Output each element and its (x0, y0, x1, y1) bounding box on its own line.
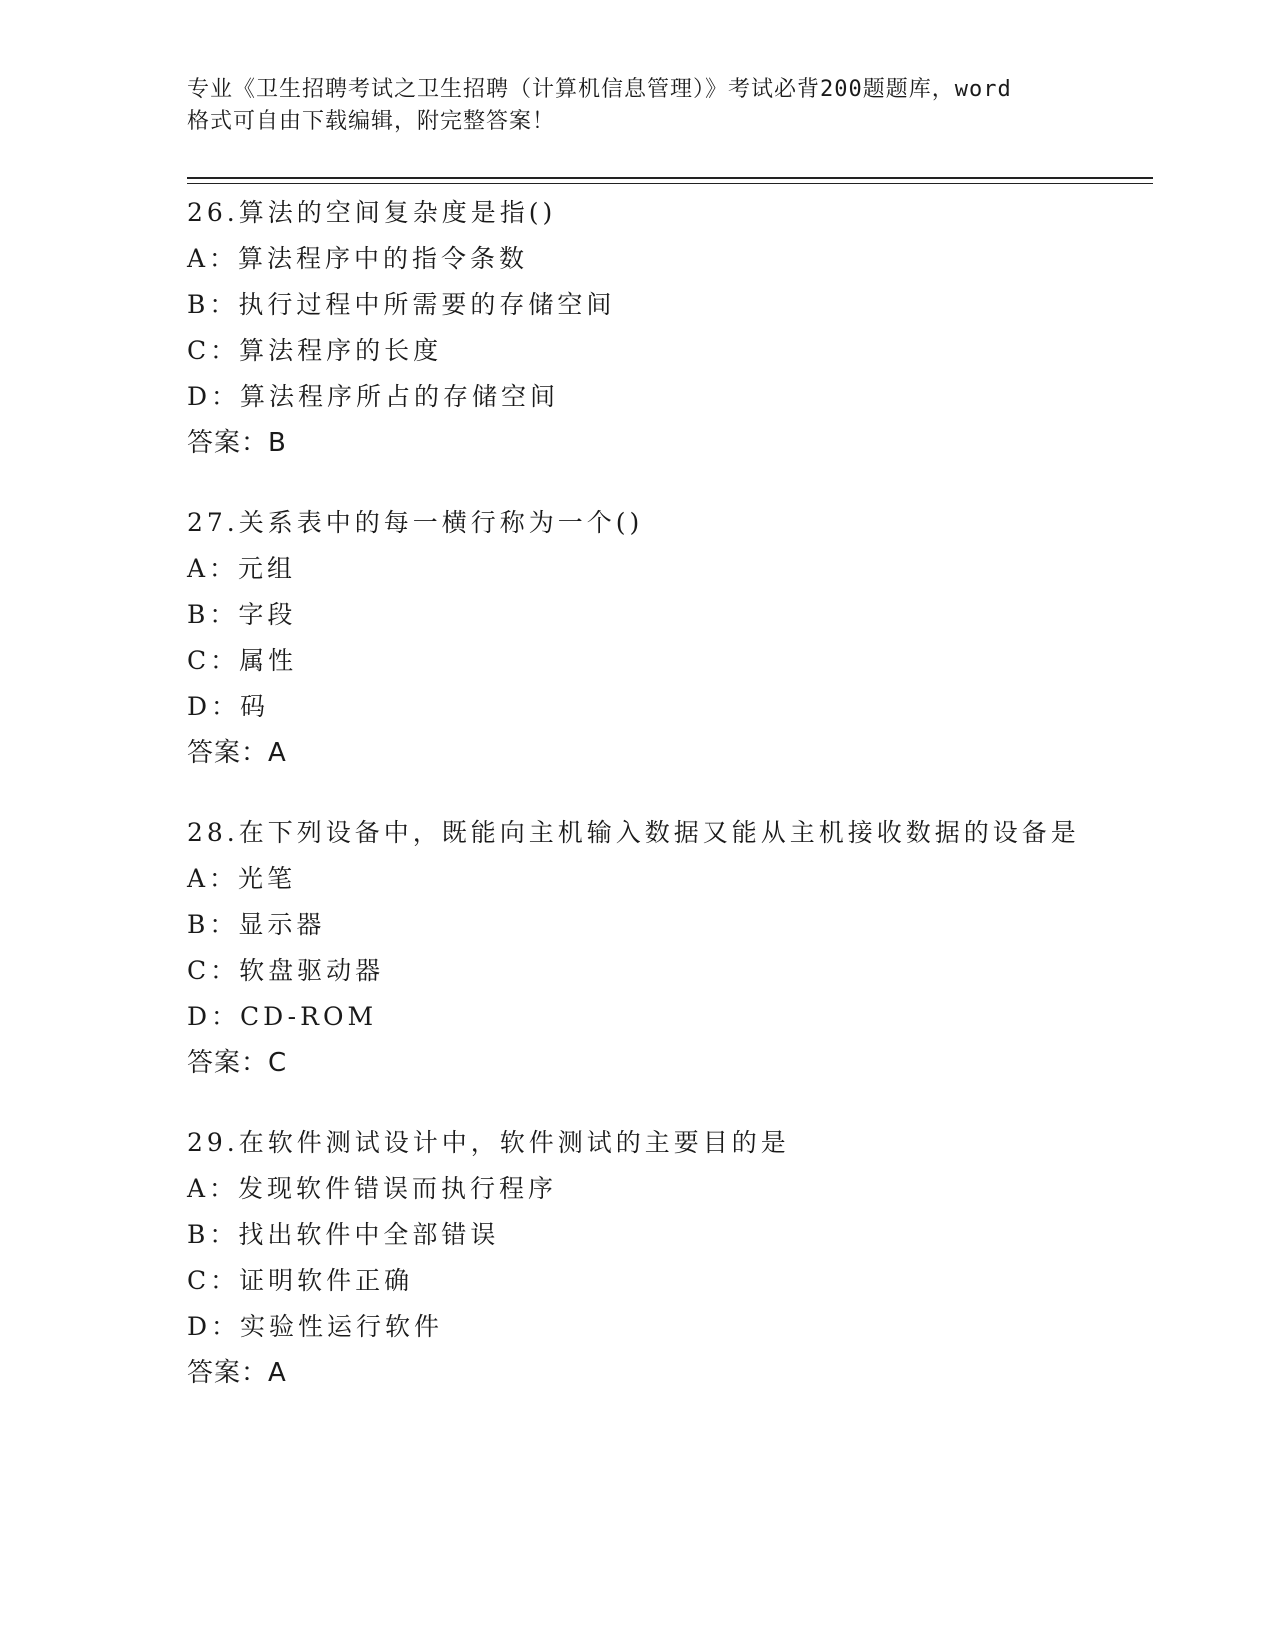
option-a: A：光笔 (187, 864, 297, 893)
option-d: D：算法程序所占的存储空间 (187, 382, 560, 411)
question-stem: 29.在软件测试设计中，软件测试的主要目的是 (187, 1128, 790, 1157)
option-c: C：属性 (187, 646, 298, 675)
question-stem: 26.算法的空间复杂度是指() (187, 198, 557, 227)
option-c: C：算法程序的长度 (187, 336, 443, 365)
question-26 (187, 190, 1153, 466)
header-divider-thin (187, 183, 1153, 184)
option-d: D：CD-ROM (187, 1002, 378, 1031)
question-29 (187, 1120, 1153, 1396)
header-line-1: 专业《卫生招聘考试之卫生招聘（计算机信息管理）》考试必背200题题库，word (187, 77, 1012, 102)
answer-key: 答案：A (187, 738, 287, 768)
header-divider-thick (187, 177, 1153, 179)
question-stem: 28.在下列设备中，既能向主机输入数据又能从主机接收数据的设备是 (187, 818, 1080, 847)
option-d: D：实验性运行软件 (187, 1312, 444, 1341)
question-28 (187, 810, 1153, 1086)
option-a: A：元组 (187, 554, 297, 583)
option-a: A：发现软件错误而执行程序 (187, 1174, 558, 1203)
document-header (187, 74, 1087, 138)
answer-key: 答案：B (187, 428, 287, 458)
question-27 (187, 500, 1153, 776)
header-line-2: 格式可自由下载编辑，附完整答案！ (187, 109, 556, 134)
answer-key: 答案：C (187, 1048, 288, 1078)
option-b: B：显示器 (187, 910, 326, 939)
option-a: A：算法程序中的指令条数 (187, 244, 529, 273)
option-b: B：找出软件中全部错误 (187, 1220, 500, 1249)
option-b: B：字段 (187, 600, 297, 629)
option-c: C：软盘驱动器 (187, 956, 385, 985)
question-list (187, 190, 1153, 1430)
option-c: C：证明软件正确 (187, 1266, 414, 1295)
option-b: B：执行过程中所需要的存储空间 (187, 290, 616, 319)
answer-key: 答案：A (187, 1358, 287, 1388)
option-d: D：码 (187, 692, 270, 721)
question-stem: 27.关系表中的每一横行称为一个() (187, 508, 644, 537)
